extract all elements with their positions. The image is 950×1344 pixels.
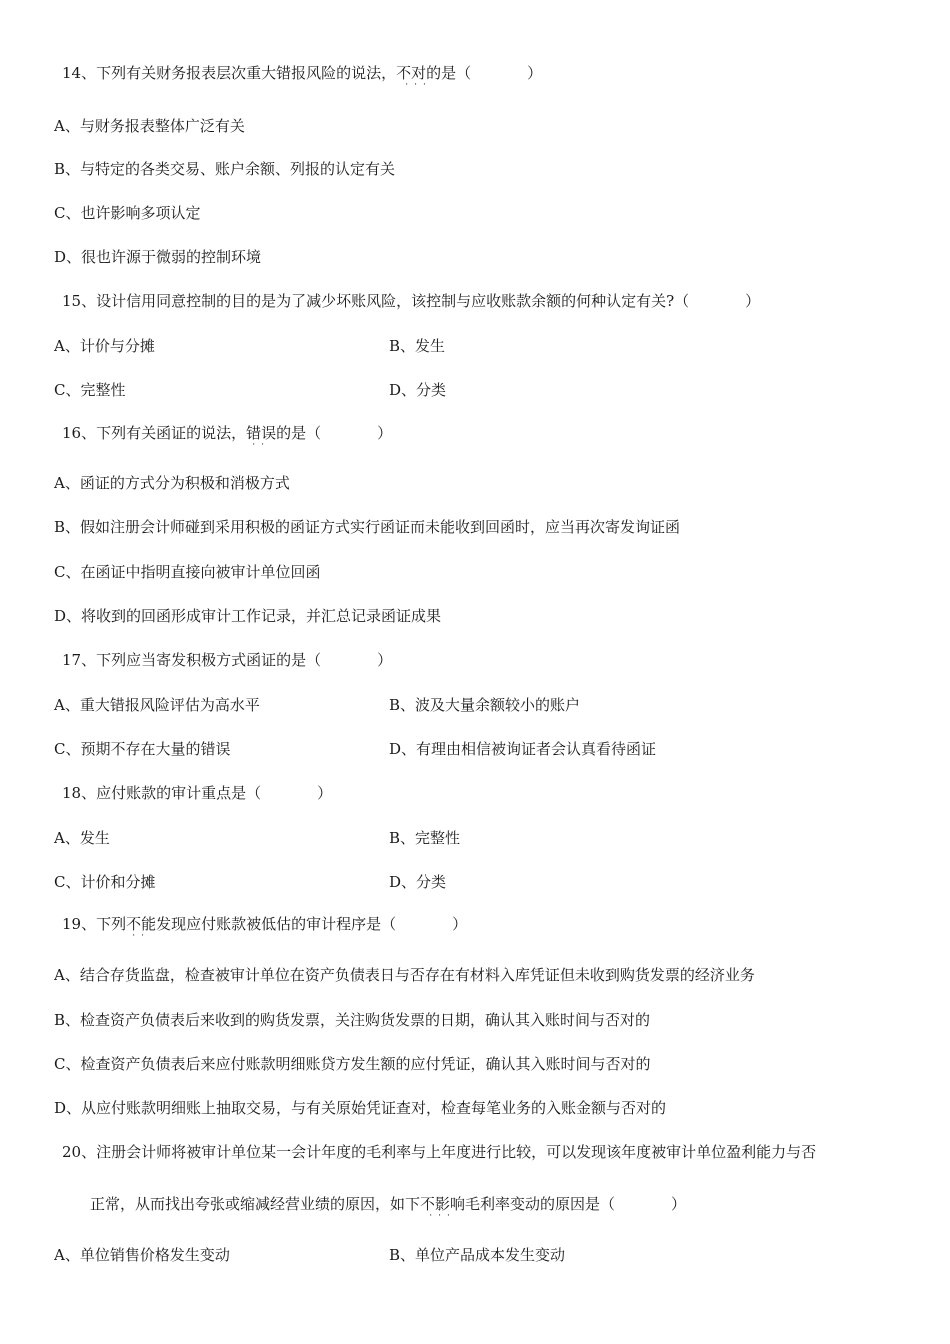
option-text: B、假如注册会计师碰到采用积极的函证方式实行函证而未能收到回函时，应当再次寄发询证函: [54, 518, 681, 536]
question-16-stem: 16、下列有关函证的说法，错误 ·· 的是（ ）: [62, 424, 393, 450]
emphasis-text: 不影响 ···: [420, 1195, 466, 1221]
emphasis-text: 不能 ··: [126, 915, 157, 941]
question-20-stem-continued: 正常，从而找出夸张或缩减经营业绩的原因，如下不影响 ··· 毛利率变动的原因是（ ）: [90, 1195, 687, 1221]
option-text: D、将收到的回函形成审计工作记录，并汇总记录函证成果: [54, 607, 442, 625]
option-text: D、从应付账款明细账上抽取交易，与有关原始凭证查对，检查每笔业务的入账金额与否对的: [54, 1099, 667, 1117]
option-text: A、结合存货监盘，检查被审计单位在资产负债表日与否存在有材料入库凭证但未收到购货发票的经济业务: [54, 966, 755, 984]
option-text: C、预期不存在大量的错误: [54, 740, 231, 758]
option-text: B、与特定的各类交易、账户余额、列报的认定有关: [54, 160, 396, 178]
option-text: B、单位产品成本发生变动: [389, 1246, 566, 1264]
question-17-stem: 17、下列应当寄发积极方式函证的是（ ）: [62, 651, 393, 669]
option-text: B、波及大量余额较小的账户: [389, 696, 581, 714]
option-text: A、函证的方式分为积极和消极方式: [54, 474, 290, 492]
option-text: D、很也许源于微弱的控制环境: [54, 248, 262, 266]
option-text: B、完整性: [389, 829, 461, 847]
option-text: A、计价与分摊: [54, 337, 155, 355]
question-14-stem: 14、下列有关财务报表层次重大错报风险的说法，不对的 ··· 是（ ）: [62, 64, 543, 90]
question-19-stem: 19、下列不能 ·· 发现应付账款被低估的审计程序是（ ）: [62, 915, 468, 941]
option-text: A、重大错报风险评估为高水平: [54, 696, 260, 714]
option-text: A、与财务报表整体广泛有关: [54, 117, 245, 135]
option-text: D、分类: [389, 381, 447, 399]
option-text: C、也许影响多项认定: [54, 204, 201, 222]
option-text: B、检查资产负债表后来收到的购货发票，关注购货发票的日期，确认其入账时间与否对的: [54, 1011, 651, 1029]
option-text: C、检查资产负债表后来应付账款明细账贷方发生额的应付凭证，确认其入账时间与否对的: [54, 1055, 651, 1073]
option-text: C、在函证中指明直接向被审计单位回函: [54, 563, 321, 581]
question-18-stem: 18、应付账款的审计重点是（ ）: [62, 784, 333, 802]
option-text: A、单位销售价格发生变动: [54, 1246, 230, 1264]
question-15-stem: 15、设计信用同意控制的目的是为了减少坏账风险，该控制与应收账款余额的何种认定有关?（ ）: [62, 292, 761, 310]
emphasis-text: 不对的 ···: [396, 64, 442, 90]
option-text: B、发生: [389, 337, 446, 355]
option-text: D、分类: [389, 873, 447, 891]
emphasis-text: 错误 ··: [246, 424, 277, 450]
option-text: C、计价和分摊: [54, 873, 156, 891]
option-text: D、有理由相信被询证者会认真看待函证: [389, 740, 657, 758]
option-text: C、完整性: [54, 381, 126, 399]
option-text: A、发生: [54, 829, 110, 847]
question-20-stem: 20、注册会计师将被审计单位某一会计年度的毛利率与上年度进行比较，可以发现该年度被审计单位盈利能力与否: [62, 1143, 817, 1161]
